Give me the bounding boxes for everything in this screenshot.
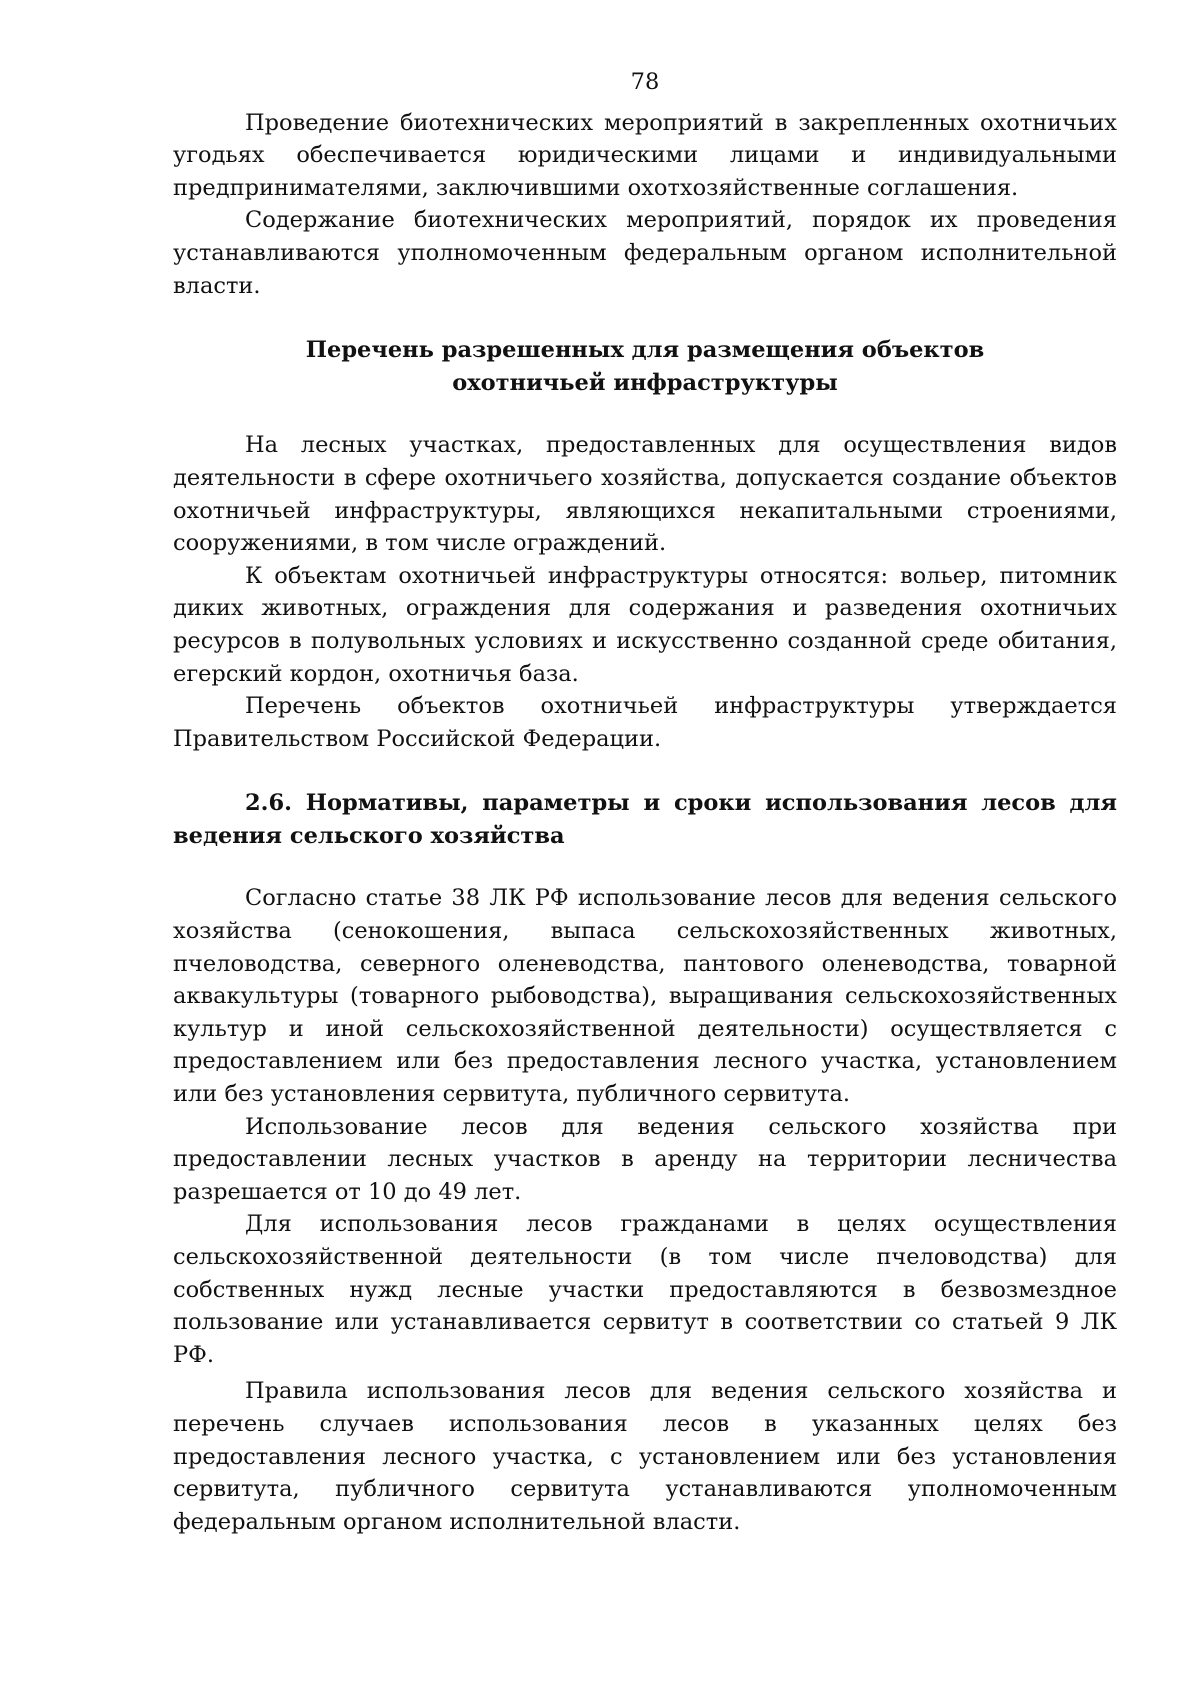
paragraph-infrastructure-objects: К объектам охотничьей инфраструктуры относятся: вольер, питомник диких животных, ограждения для содержания и разведения охотничьих ресурсов в полувольных условиях и искусственно созданной среде обитания, егерский кордон, охотничья база. — [173, 562, 1117, 687]
paragraph-biotech-provision: Проведение биотехнических мероприятий в закрепленных охотничьих угодьях обеспечивается юридическими лицами и индивидуальными предпринимателями, заключившими охотхозяйственные соглашения. — [173, 109, 1117, 201]
infrastructure-heading — [173, 334, 1117, 399]
paragraph-citizens-use: Для использования лесов гражданами в целях осуществления сельскохозяйственной деятельности (в том числе пчеловодства) для собственных нужд лесные участки предоставляются в безвозмездное пользование или устанавливается сервитут в соответствии со статьей 9 ЛК РФ. — [173, 1211, 1117, 1368]
paragraph-biotech-content: Содержание биотехнических мероприятий, порядок их проведения устанавливаются уполномоченным федеральным органом исполнительной власти. — [173, 207, 1117, 299]
paragraph-infrastructure-list: Перечень объектов охотничьей инфраструктуры утверждается Правительством Российской Федерации. — [173, 693, 1117, 752]
document-page — [173, 66, 1117, 1538]
paragraph-article-38: Согласно статье 38 ЛК РФ использование лесов для ведения сельского хозяйства (сенокошения, выпаса сельскохозяйственных животных, пчеловодства, северного оленеводства, пантового оленеводства, товарной аквакультуры (товарного рыбоводства), выращивания сельскохозяйственных культур и иной сельскохозяйственной деятельности) осуществляется с предоставлением или без предоставления лесного участка, установлением или без установления сервитута, публичного сервитута. — [173, 885, 1117, 1108]
infrastructure-heading-line-2: охотничьей инфраструктуры — [452, 369, 838, 396]
paragraph-infrastructure-creation: На лесных участках, предоставленных для осуществления видов деятельности в сфере охотничьего хозяйства, допускается создание объектов охотничьей инфраструктуры, являющихся некапитальными строениями, сооружениями, в том числе ограждений. — [173, 432, 1117, 557]
infrastructure-heading-line-1: Перечень разрешенных для размещения объектов — [305, 337, 985, 364]
section-heading-2-6: 2.6. Нормативы, параметры и сроки использования лесов для ведения сельского хозяйства — [173, 790, 1117, 849]
page-number: 78 — [630, 69, 660, 95]
paragraph-lease-term: Использование лесов для ведения сельского хозяйства при предоставлении лесных участков в аренду на территории лесничества разрешается от 10 до 49 лет. — [173, 1113, 1117, 1205]
paragraph-rules: Правила использования лесов для ведения сельского хозяйства и перечень случаев использования лесов в указанных целях без предоставления лесного участка, с установлением или без установления сервитута, публичного сервитута устанавливаются уполномоченным федеральным органом исполнительной власти. — [173, 1378, 1117, 1535]
